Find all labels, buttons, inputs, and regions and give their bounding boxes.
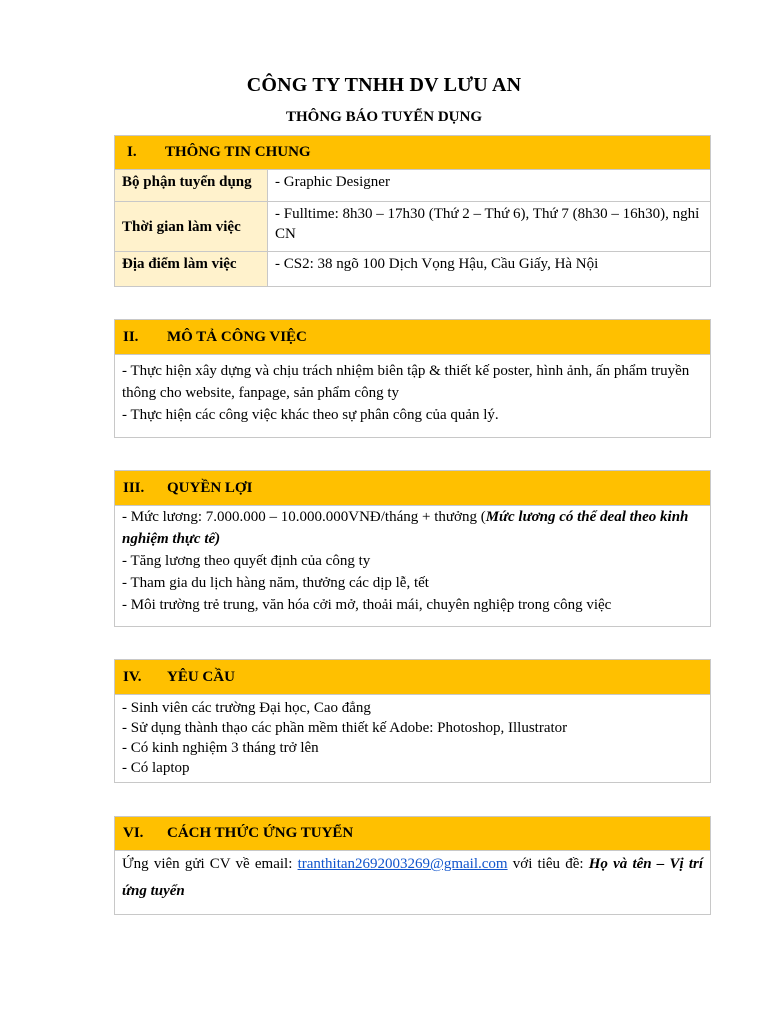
section-body [115, 355, 710, 432]
email-subject: Họ và tên – Vị trí ứng tuyển [122, 856, 703, 899]
section-title: MÔ TẢ CÔNG VIỆC [167, 328, 307, 345]
section-benefits [114, 470, 711, 627]
section-header [115, 471, 710, 506]
list-item: - Có kinh nghiệm 3 tháng trở lên [122, 740, 319, 756]
section-body [115, 695, 710, 784]
section-how-to-apply [114, 816, 711, 915]
page-heading: THÔNG BÁO TUYỂN DỤNG [286, 109, 482, 125]
section-number: IV. [123, 668, 142, 685]
list-item: - Tham gia du lịch hàng năm, thưởng các dịp lễ, tết [122, 575, 429, 591]
apply-text: Ứng viên gửi CV về email: [122, 856, 298, 872]
list-item: - Thực hiện các công việc khác theo sự phân công của quản lý. [122, 407, 499, 423]
section-header [115, 136, 710, 169]
section-general-info [114, 135, 711, 287]
section-header [115, 817, 710, 851]
table-row [115, 252, 710, 286]
row-value: - Graphic Designer [268, 170, 711, 202]
section-title: CÁCH THỨC ỨNG TUYỂN [167, 825, 354, 841]
section-number: II. [123, 328, 139, 345]
salary-note: Mức lương có thể deal theo kinh nghiệm thực tế) [122, 509, 689, 547]
section-job-description [114, 319, 711, 438]
list-item: - Có laptop [122, 760, 190, 776]
section-body [115, 851, 710, 911]
list-item: - Sinh viên các trường Đại học, Cao đẳng [122, 700, 371, 716]
list-item: - Sử dụng thành thạo các phần mềm thiết kế Adobe: Photoshop, Illustrator [122, 720, 568, 736]
salary-line [122, 506, 703, 550]
section-body [115, 506, 710, 622]
row-label: Địa điểm làm việc [115, 252, 268, 286]
section-title: YÊU CẦU [167, 668, 235, 685]
section-header [115, 320, 710, 355]
section-number: VI. [123, 825, 144, 841]
table-row [115, 202, 710, 252]
row-label: Bộ phận tuyển dụng [115, 170, 268, 202]
section-title: THÔNG TIN CHUNG [165, 144, 311, 160]
section-title: QUYỀN LỢI [167, 479, 253, 496]
company-title: CÔNG TY TNHH DV LƯU AN [246, 74, 522, 96]
email-link[interactable]: tranthitan2692003269@gmail.com [297, 856, 508, 872]
apply-text-2: với tiêu đề: [507, 856, 589, 872]
salary-prefix: - Mức lương: 7.000.000 – 10.000.000VNĐ/tháng + thưởng ( [122, 509, 486, 525]
info-table [115, 169, 710, 286]
table-row [115, 170, 710, 202]
section-number: I. [127, 144, 137, 160]
list-item: - Thực hiện xây dựng và chịu trách nhiệm biên tập & thiết kế poster, hình ảnh, ấn phẩm truyền thông cho website, fanpage, sản phẩm công ty [122, 363, 690, 401]
list-item: - Môi trường trẻ trung, văn hóa cởi mở, thoải mái, chuyên nghiệp trong công việc [122, 597, 612, 613]
row-value: - CS2: 38 ngõ 100 Dịch Vọng Hậu, Cầu Giấy, Hà Nội [268, 252, 711, 286]
row-value: - Fulltime: 8h30 – 17h30 (Thứ 2 – Thứ 6), Thứ 7 (8h30 – 16h30), nghỉ CN [268, 202, 711, 252]
section-number: III. [123, 479, 145, 496]
row-label: Thời gian làm việc [115, 202, 268, 252]
section-requirements [114, 659, 711, 783]
list-item: - Tăng lương theo quyết định của công ty [122, 553, 371, 569]
section-header [115, 660, 710, 695]
